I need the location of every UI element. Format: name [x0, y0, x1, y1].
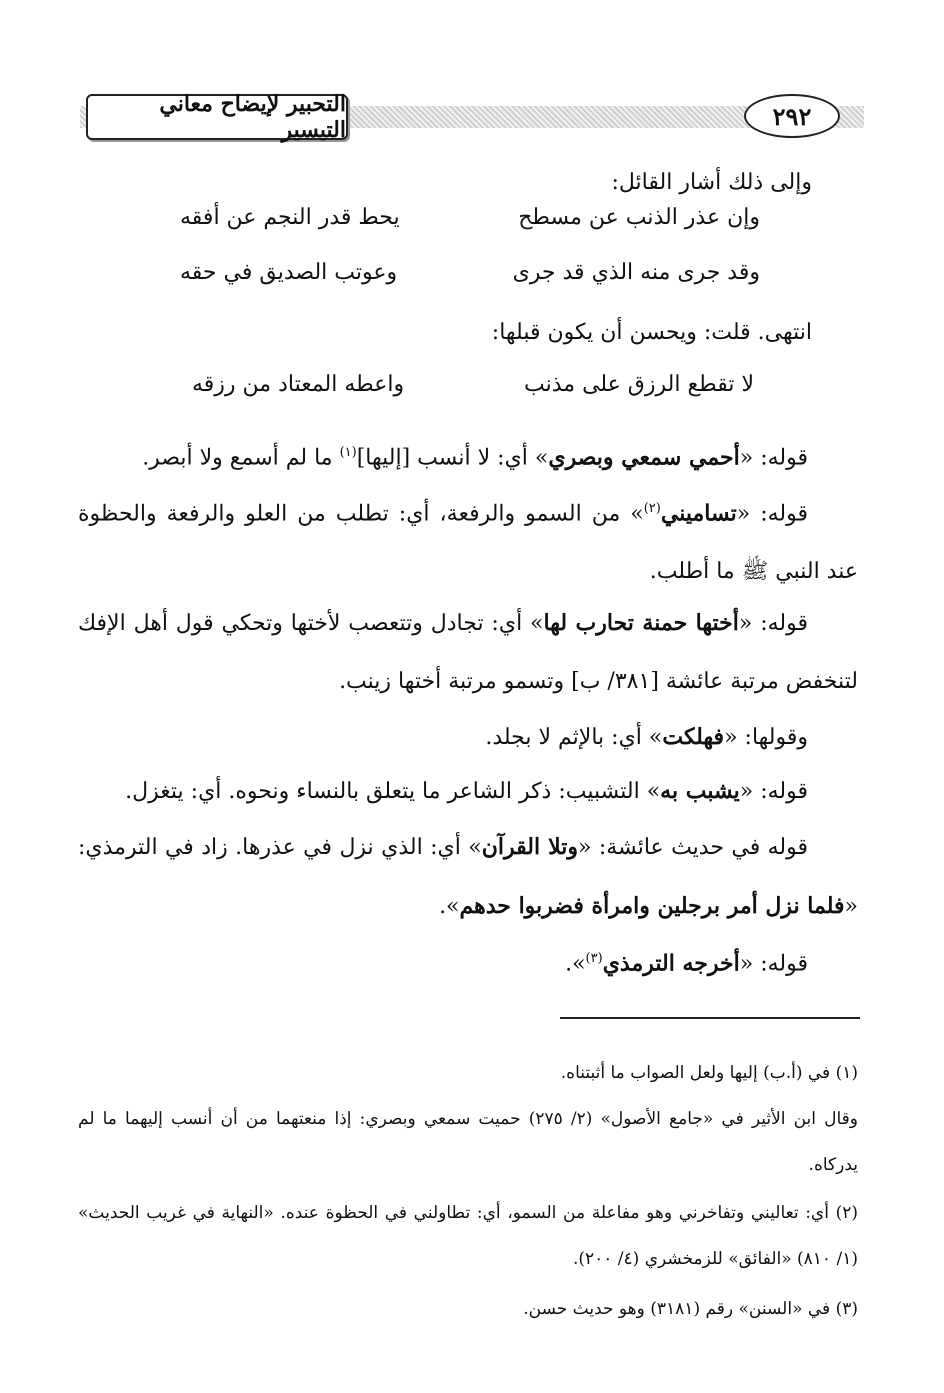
- footnote-1-continued: وقال ابن الأثير في «جامع الأصول» (٢/ ٢٧٥) حميت سمعي وبصري: إذا منعتهما من أن أنسب إليهما ما لم يدركاه.: [78, 1109, 858, 1175]
- paragraph-2: قوله: «تساميني$^{(٢)}$» من السمو والرفعة، أي: تطلب من العلو والرفعة والحظوة عند النبي ﷺ ما أطلب.: [78, 500, 858, 585]
- verse-2-first-hemistich: وقد جرى منه الذي قد جرى: [512, 260, 760, 285]
- intro-line: وإلى ذلك أشار القائل:: [611, 170, 812, 195]
- footnote-separator: [560, 1017, 860, 1019]
- paragraph-1: قوله: «أحمي سمعي وبصري» أي: لا أنسب [إليها]$^{(١)}$ ما لم أسمع ولا أبصر.: [142, 444, 808, 471]
- verse-1-first-hemistich: وإن عذر الذنب عن مسطح: [518, 205, 760, 230]
- page-header: [80, 88, 864, 148]
- footnote-1: (١) في (أ.ب) إليها ولعل الصواب ما أثبتناه.: [560, 1063, 858, 1083]
- quote-bold: يشبب به: [660, 778, 740, 804]
- page-number: ٢٩٢: [744, 94, 840, 138]
- verse-3-first-hemistich: لا تقطع الرزق على مذنب: [524, 372, 754, 397]
- footnote-ref: (١): [339, 445, 357, 460]
- book-title: التحبير لإيضاح معاني التيسير: [86, 94, 348, 140]
- quote-bold: أحمي سمعي وبصري: [548, 444, 740, 471]
- footnote-ref: (٢): [643, 501, 661, 516]
- quote-bold: فهلكت: [662, 724, 725, 750]
- quote-bold: أخرجه الترمذي: [602, 950, 740, 977]
- quote-bold: تساميني: [660, 500, 737, 527]
- verse-3-second-hemistich: واعطه المعتاد من رزقه: [192, 372, 405, 397]
- bridge-line: انتهى. قلت: ويحسن أن يكون قبلها:: [491, 320, 812, 345]
- paragraph-3: قوله: «أختها حمنة تحارب لها» أي: تجادل وتتعصب لأختها وتحكي قول أهل الإفك لتنخفض مرتبة عائشة [٣٨١/ ب] وتسمو مرتبة أختها زينب.: [78, 610, 858, 694]
- verse-2-second-hemistich: وعوتب الصديق في حقه: [180, 260, 398, 285]
- footnote-ref: (٣): [585, 951, 603, 966]
- footnote-3: (٣) في «السنن» رقم (٣١٨١) وهو حديث حسن.: [523, 1299, 858, 1319]
- paragraph-6: قوله في حديث عائشة: «وتلا القرآن» أي: الذي نزل في عذرها. زاد في الترمذي: «فلما نزل أمر برجلين وامرأة فضربوا حدهم».: [78, 834, 858, 919]
- verse-1-second-hemistich: يحط قدر النجم عن أفقه: [180, 205, 400, 230]
- paragraph-7: قوله: «أخرجه الترمذي$^{(٣)}$».: [565, 950, 808, 977]
- footnote-2: (٢) أي: تعاليني وتفاخرني وهو مفاعلة من السمو، أي: تطاولني في الحظوة عنده. «النهاية في غريب الحديث» (١/ ٨١٠) «الفائق» للزمخشري (٤/ ٢٠٠).: [78, 1203, 858, 1269]
- paragraph-4: وقولها: «فهلكت» أي: بالإثم لا بجلد.: [485, 724, 808, 750]
- quote-bold: أختها حمنة تحارب لها: [543, 610, 739, 636]
- paragraph-5: قوله: «يشبب به» التشبيب: ذكر الشاعر ما يتعلق بالنساء ونحوه. أي: يتغزل.: [125, 778, 808, 804]
- quote-bold-2: فلما نزل أمر برجلين وامرأة فضربوا حدهم: [459, 893, 845, 919]
- quote-bold: وتلا القرآن: [481, 834, 579, 860]
